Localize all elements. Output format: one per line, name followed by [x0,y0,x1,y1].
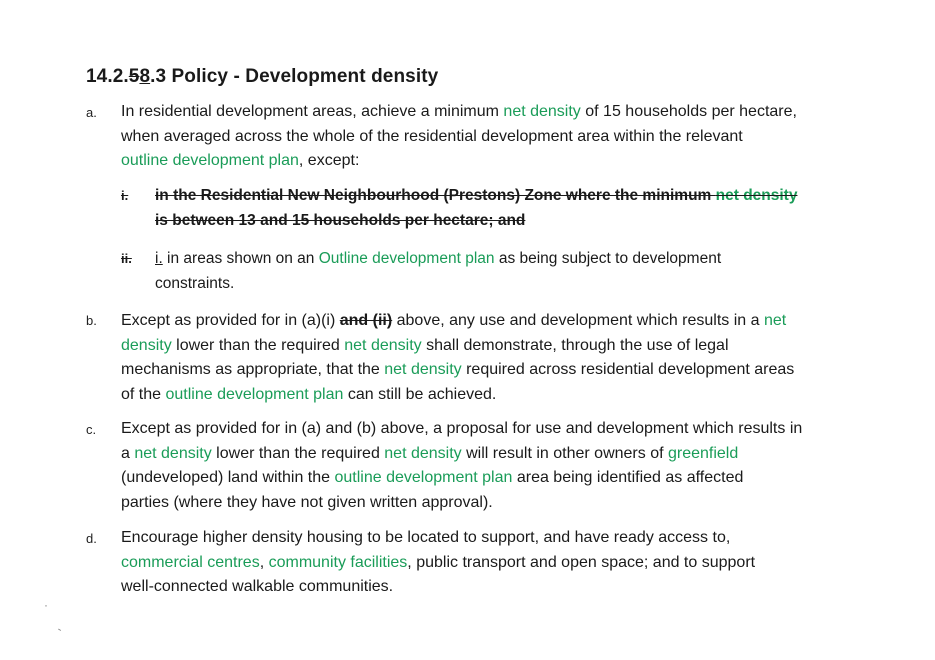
clause-a-ii-marker-deleted: ii. [121,251,132,266]
heading-title: .3 Policy - Development density [150,66,439,87]
clause-a-ii-text: i. in areas shown on an Outline development plan as being subject to development constraints. [155,250,722,292]
clause-a-i-deleted-text: in the Residential New Neighbourhood (Prestons) Zone where the minimum net density is between 13 and 15 households per hectare; and [155,187,798,229]
outline-development-plan-link[interactable]: outline development plan [165,385,344,403]
clause-a-line-1: In residential development areas, achieve a minimum net density of 15 households per hectare, [121,103,797,120]
heading-number-deleted: 5 [128,66,140,87]
outline-development-plan-link[interactable]: outline development plan [121,152,299,169]
clause-a-text [121,100,797,174]
net-density-link[interactable]: net density [344,336,422,354]
net-density-link[interactable]: density [121,336,172,354]
policy-heading [86,66,438,88]
clause-d-letter: d. [86,531,97,546]
outline-development-plan-link[interactable]: outline development plan [334,469,513,486]
clause-b-letter: b. [86,313,97,328]
clause-a-i-marker-inserted: i. [155,250,163,267]
clause-a-line-2: when averaged across the whole of the residential development area within the relevant [121,127,743,145]
net-density-link[interactable]: net density [503,103,581,120]
clause-d-text: Encourage higher density housing to be located to support, and have ready access to, commercial centres, community facilities, public transport and open space; and to support well-connected walkable communities. [121,529,756,595]
greenfield-link[interactable]: greenfield [667,444,739,462]
heading-number-inserted: 8 [139,66,151,87]
net-density-link[interactable]: net density [715,187,798,204]
clause-b-text: Except as provided for in (a)(i) and (ii) above, any use and development which results in a net density lower than the required net density shall demonstrate, through the use of legal mechanisms as appropriate, that the net density required across residential development areas of the outline development plan can still be achieved. [121,312,795,403]
net-density-link[interactable]: net density [384,361,462,378]
clause-a-line-3: outline development plan, except: [121,152,360,169]
clause-a-letter: a. [86,105,97,120]
scan-mark: - [54,621,66,637]
outline-development-plan-link[interactable]: Outline development plan [318,250,495,267]
net-density-link[interactable]: net density [134,444,212,462]
net-density-link[interactable]: net [763,312,787,329]
deleted-and-ii: and (ii) [339,312,393,329]
clause-c-text: Except as provided for in (a) and (b) above, a proposal for use and development which results in a net density lower than the required net density will result in other owners of greenfield (undeveloped) land within the outline development plan area being identified as affected parties (where they have not given written approval). [121,420,803,511]
scan-mark: · [44,598,48,612]
heading-number-prefix: 14.2. [86,66,129,87]
net-density-link[interactable]: net density [384,444,462,462]
clause-a-i-marker: i. [121,188,129,203]
clause-c-letter: c. [86,422,97,437]
community-facilities-link[interactable]: community facilities [268,553,408,571]
commercial-centres-link[interactable]: commercial centres [121,553,260,571]
